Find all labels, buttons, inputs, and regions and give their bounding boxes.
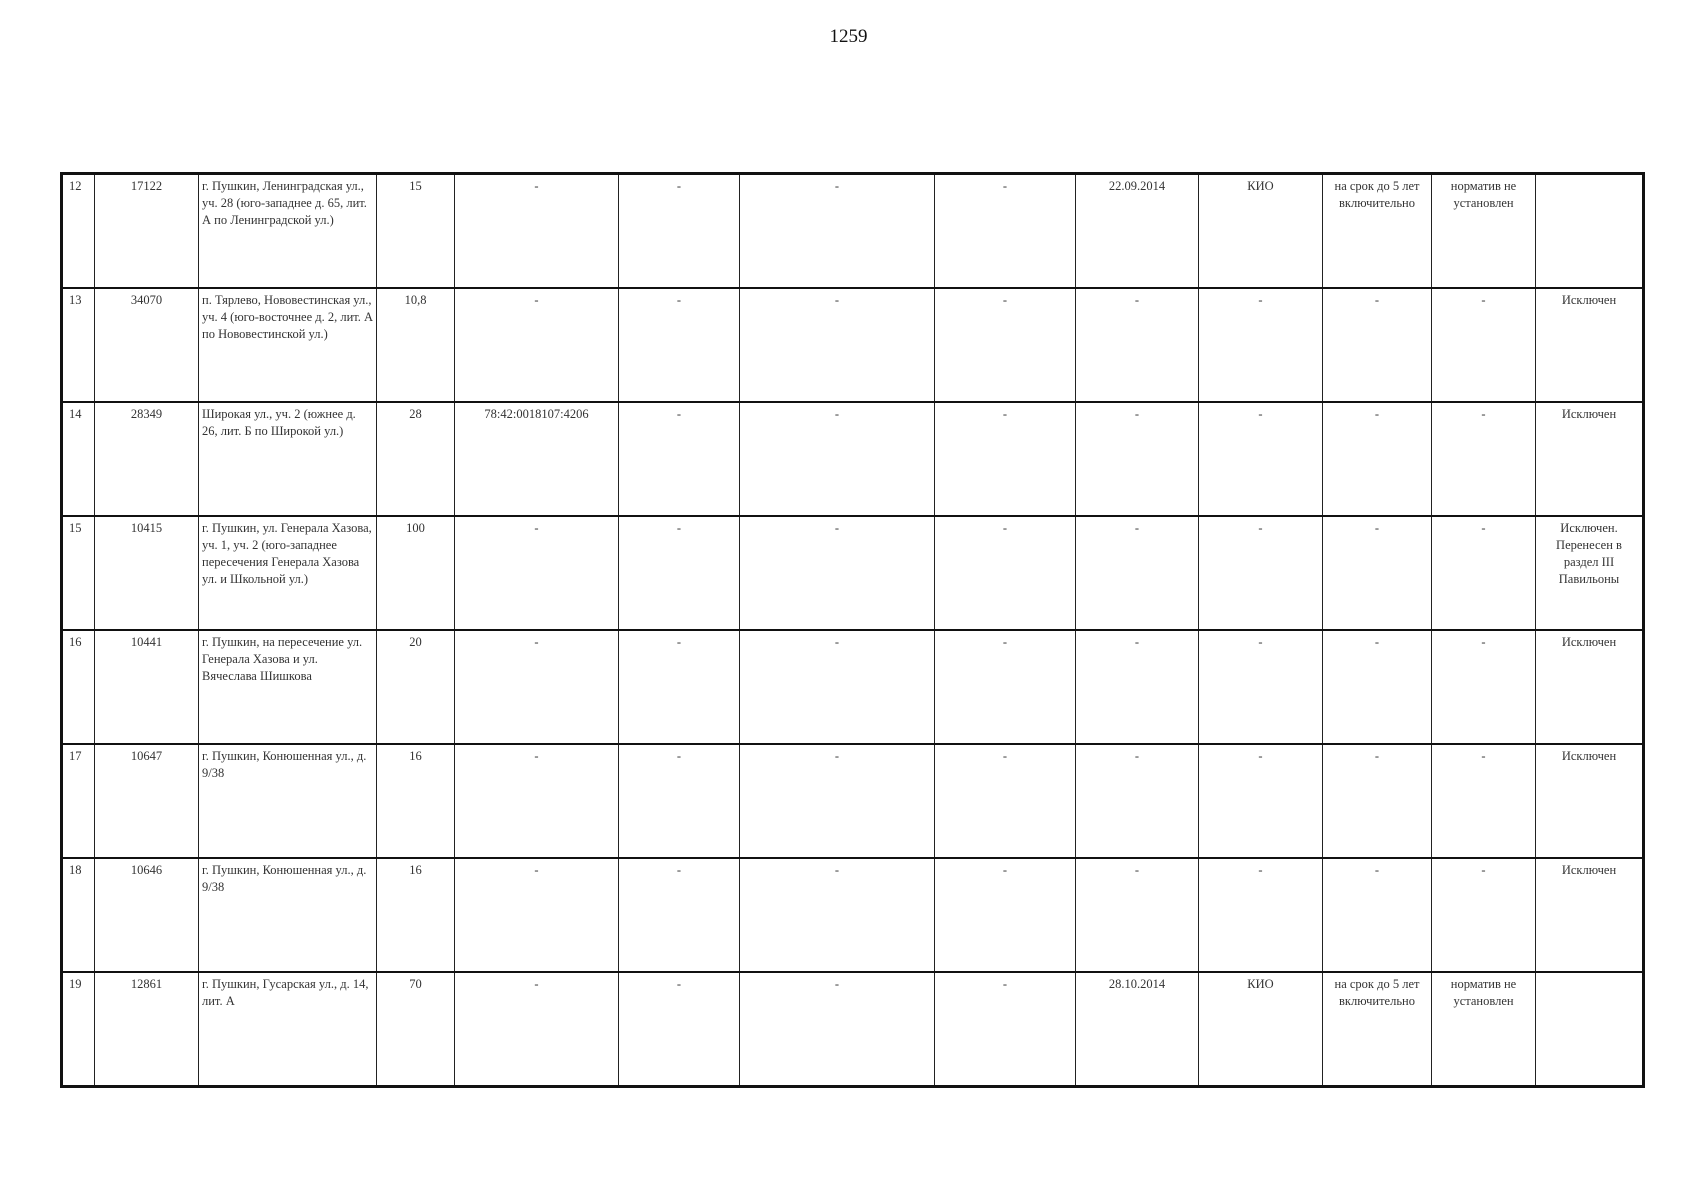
cell-col6: -: [619, 858, 740, 972]
cell-col8: -: [935, 516, 1076, 630]
row-number: 15: [62, 516, 95, 630]
term: -: [1323, 858, 1432, 972]
cadastral-number: 78:42:0018107:4206: [455, 402, 619, 516]
object-id: 10415: [95, 516, 199, 630]
table-row: [62, 516, 1644, 630]
norm: норматив не установлен: [1432, 972, 1536, 1087]
date: 22.09.2014: [1076, 174, 1199, 289]
page-number: 1259: [829, 26, 868, 47]
note: [1536, 972, 1644, 1087]
object-id: 34070: [95, 288, 199, 402]
area: 100: [377, 516, 455, 630]
cell-col8: -: [935, 402, 1076, 516]
row-number: 19: [62, 972, 95, 1087]
cadastral-number: -: [455, 744, 619, 858]
term: -: [1323, 516, 1432, 630]
area: 10,8: [377, 288, 455, 402]
date: -: [1076, 744, 1199, 858]
note: [1536, 174, 1644, 289]
cell-col7: -: [740, 174, 935, 289]
row-number: 17: [62, 744, 95, 858]
object-id: 17122: [95, 174, 199, 289]
norm: -: [1432, 630, 1536, 744]
cadastral-number: -: [455, 288, 619, 402]
area: 16: [377, 858, 455, 972]
table-row: [62, 630, 1644, 744]
term: на срок до 5 лет включительно: [1323, 972, 1432, 1087]
term: -: [1323, 288, 1432, 402]
term: -: [1323, 630, 1432, 744]
row-number: 14: [62, 402, 95, 516]
registry-table: [60, 172, 1645, 1088]
cell-col8: -: [935, 288, 1076, 402]
object-id: 28349: [95, 402, 199, 516]
table-row: [62, 402, 1644, 516]
organization: -: [1199, 630, 1323, 744]
term: -: [1323, 744, 1432, 858]
address: г. Пушкин, на пересечение ул. Генерала Хазова и ул. Вячеслава Шишкова: [199, 630, 377, 744]
table-row: [62, 744, 1644, 858]
organization: -: [1199, 288, 1323, 402]
organization: -: [1199, 402, 1323, 516]
cell-col6: -: [619, 630, 740, 744]
norm: -: [1432, 744, 1536, 858]
address: п. Тярлево, Нововестинская ул., уч. 4 (юго-восточнее д. 2, лит. А по Нововестинской ул.): [199, 288, 377, 402]
cell-col8: -: [935, 630, 1076, 744]
address: Широкая ул., уч. 2 (южнее д. 26, лит. Б по Широкой ул.): [199, 402, 377, 516]
address: г. Пушкин, ул. Генерала Хазова, уч. 1, уч. 2 (юго-западнее пересечения Генерала Хазова ул. и Школьной ул.): [199, 516, 377, 630]
area: 28: [377, 402, 455, 516]
note: Исключен: [1536, 402, 1644, 516]
organization: КИО: [1199, 174, 1323, 289]
cell-col7: -: [740, 744, 935, 858]
note: Исключен: [1536, 288, 1644, 402]
cell-col7: -: [740, 402, 935, 516]
cell-col8: -: [935, 744, 1076, 858]
cell-col6: -: [619, 972, 740, 1087]
cell-col6: -: [619, 516, 740, 630]
cell-col7: -: [740, 858, 935, 972]
norm: -: [1432, 402, 1536, 516]
note: Исключен: [1536, 744, 1644, 858]
organization: -: [1199, 744, 1323, 858]
row-number: 12: [62, 174, 95, 289]
row-number: 16: [62, 630, 95, 744]
date: -: [1076, 402, 1199, 516]
note: Исключен: [1536, 630, 1644, 744]
date: -: [1076, 516, 1199, 630]
date: -: [1076, 858, 1199, 972]
organization: КИО: [1199, 972, 1323, 1087]
cadastral-number: -: [455, 858, 619, 972]
area: 70: [377, 972, 455, 1087]
area: 16: [377, 744, 455, 858]
norm: -: [1432, 858, 1536, 972]
object-id: 10441: [95, 630, 199, 744]
address: г. Пушкин, Ленинградская ул., уч. 28 (юго-западнее д. 65, лит. А по Ленинградской ул.): [199, 174, 377, 289]
table-row: [62, 972, 1644, 1087]
cell-col8: -: [935, 858, 1076, 972]
cadastral-number: -: [455, 516, 619, 630]
row-number: 18: [62, 858, 95, 972]
date: 28.10.2014: [1076, 972, 1199, 1087]
cell-col7: -: [740, 972, 935, 1087]
date: -: [1076, 630, 1199, 744]
table-body: [62, 174, 1644, 1087]
cell-col8: -: [935, 174, 1076, 289]
organization: -: [1199, 516, 1323, 630]
term: на срок до 5 лет включительно: [1323, 174, 1432, 289]
norm: -: [1432, 516, 1536, 630]
address: г. Пушкин, Гусарская ул., д. 14, лит. А: [199, 972, 377, 1087]
cell-col7: -: [740, 288, 935, 402]
cell-col7: -: [740, 516, 935, 630]
cell-col6: -: [619, 744, 740, 858]
row-number: 13: [62, 288, 95, 402]
term: -: [1323, 402, 1432, 516]
cadastral-number: -: [455, 630, 619, 744]
date: -: [1076, 288, 1199, 402]
address: г. Пушкин, Конюшенная ул., д. 9/38: [199, 858, 377, 972]
cadastral-number: -: [455, 972, 619, 1087]
table-row: [62, 174, 1644, 289]
norm: -: [1432, 288, 1536, 402]
address: г. Пушкин, Конюшенная ул., д. 9/38: [199, 744, 377, 858]
object-id: 10647: [95, 744, 199, 858]
cadastral-number: -: [455, 174, 619, 289]
cell-col6: -: [619, 402, 740, 516]
object-id: 12861: [95, 972, 199, 1087]
object-id: 10646: [95, 858, 199, 972]
table-row: [62, 288, 1644, 402]
note: Исключен. Перенесен в раздел III Павильоны: [1536, 516, 1644, 630]
organization: -: [1199, 858, 1323, 972]
norm: норматив не установлен: [1432, 174, 1536, 289]
cell-col7: -: [740, 630, 935, 744]
area: 15: [377, 174, 455, 289]
note: Исключен: [1536, 858, 1644, 972]
table-row: [62, 858, 1644, 972]
area: 20: [377, 630, 455, 744]
cell-col8: -: [935, 972, 1076, 1087]
cell-col6: -: [619, 288, 740, 402]
cell-col6: -: [619, 174, 740, 289]
